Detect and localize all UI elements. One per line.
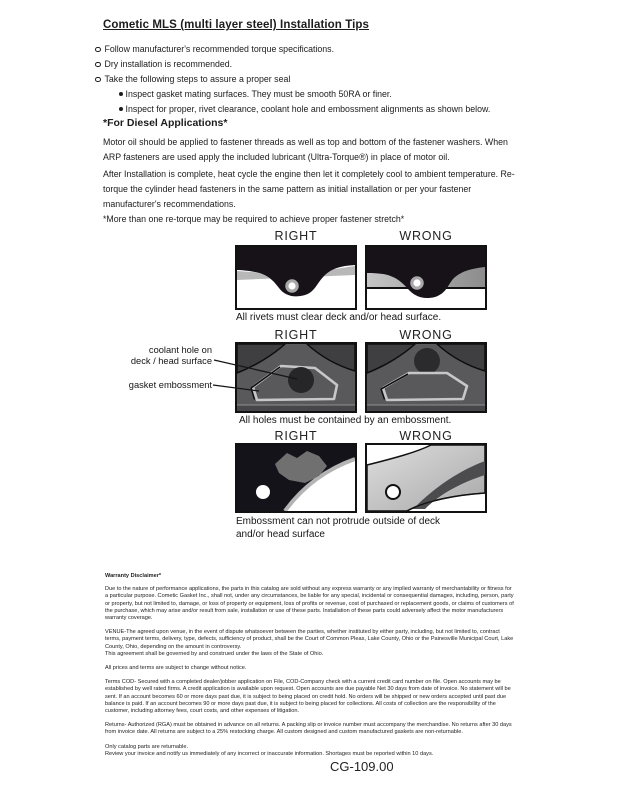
- open-bullet-icon: [95, 77, 101, 83]
- warranty-disclaimer: [105, 573, 515, 765]
- wrong-header: WRONG: [399, 328, 453, 342]
- list-item: [119, 87, 490, 102]
- filled-bullet-icon: [119, 107, 123, 111]
- page-title: Cometic MLS (multi layer steel) Installation Tips: [103, 19, 370, 31]
- bullet-text: Follow manufacturer's recommended torque specifications.: [104, 44, 335, 54]
- right-header: RIGHT: [274, 328, 318, 342]
- review-paragraph: Review your invoice and notify us immediately of any incorrect or inaccurate information. Shortages must be reported within 10 days.: [105, 750, 434, 757]
- bolt-hole-icon: [386, 485, 400, 499]
- bullet-text: Inspect for proper, rivet clearance, coolant hole and embossment alignments as shown below.: [125, 104, 491, 114]
- returns-paragraph: Returns- Authorized (RGA) must be obtained in advance on all returns. A packing slip or invoice number must accompany the merchandise. No returns after 30 days from invoice date. All returns are subject to a 25% restocking charge. All custom designed and custom manufactured gaskets are non-returnable.: [105, 722, 512, 736]
- diesel-paragraph-1: Motor oil should be applied to fastener threads as well as top and bottom of the fastener washers. When ARP fasteners are used apply the included lubricant (Ultra-Torque®) in place of motor oil.: [103, 137, 508, 163]
- tips-bullet-list: [95, 42, 490, 117]
- diesel-heading: *For Diesel Applications*: [103, 117, 228, 129]
- coolant-hole-icon: [414, 348, 440, 374]
- bullet-text: Take the following steps to assure a proper seal: [104, 74, 291, 84]
- list-item: [95, 42, 490, 57]
- warranty-paragraph: Due to the nature of performance applications, the parts in this catalog are sold without any express warranty or any implied warranty of merchantability or fitness for a particular purpose. Cometic Gasket Inc., shall not, under any circumstances, be liable for any special, incidental or consequential damages, including, person, party or property, but not limited to, damage, or loss of property or equipment, loss of profits or revenue, cost of purchased or replacement goods, or claims of customers of the purchase, which may arise and/or result from sale, installation or use of these parts. Installation of these parts could adversely affect the motor manufacturers warranty coverage.: [105, 586, 514, 622]
- terms-paragraph: Terms COD- Secured with a completed dealer/jobber application on File, COD-Company check with a current credit card number on file. Open accounts may be established by well rated firms. A credit application is available upon request. Open accounts are due payable Net 30 days from date of invoice. No statement will be sent. If an account becomes 60 or more days past due, it is subject to being placed on credit hold. No orders will be shipped or new orders accepted until past due balance is paid. If an account becomes 90 or more days past due, it is subject to being placed for collections. All costs of collection are the responsibility of the customer, including attorney fees, court costs, and other expenses of litigation.: [105, 679, 511, 715]
- protrusion-right-diagram: [235, 443, 357, 513]
- catalog-paragraph: Only catalog parts are returnable.: [105, 743, 189, 750]
- governed-paragraph: This agreement shall be governed by and construed under the laws of the State of Ohio.: [105, 650, 324, 657]
- page-code: CG-109.00: [330, 759, 394, 774]
- wrong-header: WRONG: [399, 229, 453, 243]
- embossment-right-diagram: [235, 342, 357, 413]
- hole-caption: All holes must be contained by an embossment.: [239, 415, 452, 426]
- bullet-text: Dry installation is recommended.: [104, 59, 233, 69]
- rivet-wrong-diagram: [365, 245, 487, 310]
- open-bullet-icon: [95, 62, 101, 68]
- gasket-embossment-label: gasket embossment: [128, 380, 212, 390]
- open-bullet-icon: [95, 47, 101, 53]
- list-item: [119, 102, 490, 117]
- wrong-header: WRONG: [399, 429, 453, 443]
- venue-paragraph: VENUE-The agreed upon venue, in the event of dispute whatsoever between the parties, whether instituted by either party, including, but not limited to, contract terms, payment terms, delivery, type, defects, sufficiency of product, shall be the Court of Common Pleas, Lake County, Ohio or the Painesville Municipal Court, Lake County, Ohio, depending on the amount in controversy.: [105, 629, 514, 650]
- rivet-caption: All rivets must clear deck and/or head surface.: [236, 312, 442, 323]
- bolt-hole-icon: [256, 485, 270, 499]
- protrusion-wrong-diagram: [365, 443, 487, 513]
- diesel-paragraph-2: After Installation is complete, heat cycle the engine then let it completely cool to ambient temperature. Re-torque the cylinder head fasteners in the same pattern as initial installation or per your fastener manufacturer's recommendations.: [103, 169, 515, 210]
- coolant-hole-icon: [288, 367, 314, 393]
- bullet-text: Inspect gasket mating surfaces. They must be smooth 50RA or finer.: [125, 89, 392, 99]
- right-header: RIGHT: [274, 229, 318, 243]
- list-item: [95, 57, 490, 72]
- list-item: [95, 72, 490, 87]
- embossment-wrong-diagram: [365, 342, 487, 413]
- right-header: RIGHT: [274, 429, 318, 443]
- filled-bullet-icon: [119, 92, 123, 96]
- protrusion-caption: Embossment can not protrude outside of deck and/or head surface: [236, 516, 441, 540]
- prices-paragraph: All prices and terms are subject to change without notice.: [105, 665, 247, 672]
- warranty-heading: Warranty Disclaimer*: [105, 573, 162, 579]
- retorque-note: *More than one re-torque may be required to achieve proper fastener stretch*: [103, 214, 405, 224]
- rivet-right-diagram: [235, 245, 357, 310]
- coolant-hole-label: coolant hole on deck / head surface: [130, 345, 212, 366]
